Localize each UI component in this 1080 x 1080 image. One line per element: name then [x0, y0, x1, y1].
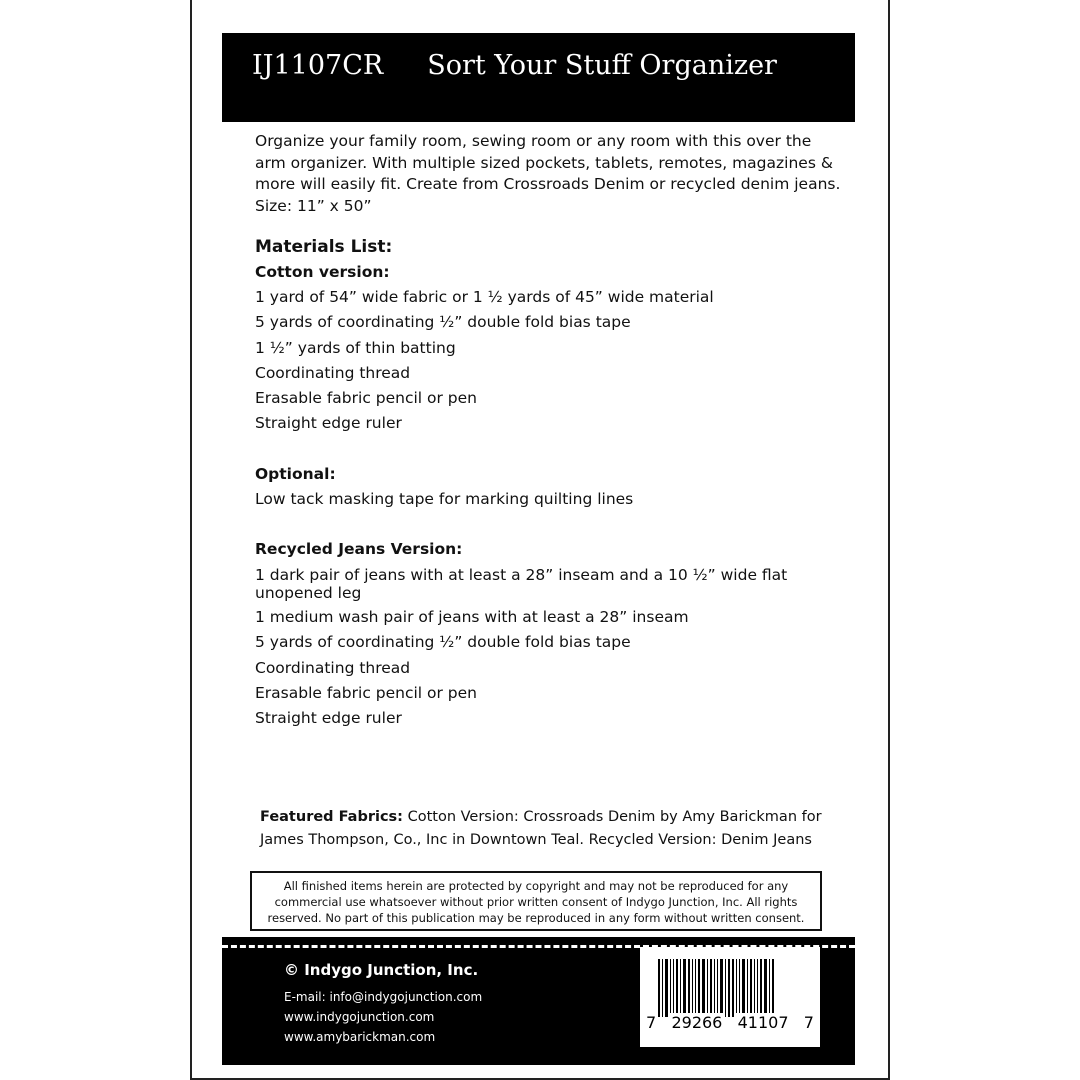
optional-list: [255, 487, 845, 512]
materials-heading: Materials List:: [255, 237, 393, 257]
barcode-bar: [717, 959, 718, 1017]
email: E-mail: info@indygojunction.com: [284, 990, 483, 1004]
barcode-bar: [665, 959, 668, 1017]
jeans-heading: Recycled Jeans Version:: [255, 540, 463, 559]
featured-label: Featured Fabrics:: [260, 809, 403, 825]
list-item: 1 medium wash pair of jeans with at least a 28” inseam: [255, 608, 689, 627]
website-link: www.amybarickman.com: [284, 1030, 436, 1044]
barcode-bar: [683, 959, 686, 1017]
copyright-notice: All finished items herein are protected by copyright and may not be reproduced for any commercial use whatsoever without prior written consent of Indygo Junction, Inc. All rights reserved. No part of this publication may be reproduced in any form without written consent.: [250, 871, 822, 931]
barcode-bar: [754, 959, 755, 1017]
barcode-bar: [757, 959, 758, 1017]
barcode-bar: [702, 959, 705, 1017]
barcode-bar: [769, 959, 770, 1017]
barcode-bars: [658, 959, 802, 1017]
barcode-digit: 41107: [737, 1013, 789, 1032]
barcode-bar: [688, 959, 690, 1017]
barcode-bar: [750, 959, 752, 1017]
barcode-bar: [714, 959, 715, 1017]
optional-heading: Optional:: [255, 464, 336, 483]
barcode-bar: [720, 959, 723, 1017]
featured-text: Cotton Version: Crossroads Denim by Amy Barickman for James Thompson, Co., Inc in Downtown Teal. Recycled Version: Denim Jeans: [260, 809, 822, 848]
list-item: 5 yards of coordinating ½” double fold bias tape: [255, 313, 631, 332]
pattern-title: Sort Your Stuff Organizer: [427, 50, 777, 81]
barcode: [640, 947, 820, 1047]
barcode-bar: [725, 959, 726, 1017]
contact-info: [284, 987, 482, 1047]
barcode-bar: [772, 959, 774, 1017]
barcode-digit: 7: [803, 1013, 814, 1032]
barcode-bar: [695, 959, 696, 1017]
barcode-bar: [732, 959, 734, 1017]
barcode-bar: [728, 959, 730, 1017]
barcode-digit: 7: [646, 1013, 657, 1032]
content: [255, 131, 845, 732]
title-banner: [222, 33, 855, 122]
barcode-digits: [640, 1013, 820, 1032]
barcode-bar: [736, 959, 737, 1017]
barcode-bar: [764, 959, 767, 1017]
intro-text: Organize your family room, sewing room or any room with this over the arm organizer. With multiple sized pockets, tablets, remotes, magazines & more will easily fit. Create from Crossroads Denim or recycled denim jeans. Size: 11” x 50”: [255, 132, 841, 215]
cotton-heading: Cotton version:: [255, 263, 390, 281]
barcode-bar: [673, 959, 674, 1017]
barcode-bar: [707, 959, 708, 1017]
barcode-bar: [710, 959, 712, 1017]
list-item: Erasable fabric pencil or pen: [255, 389, 478, 408]
barcode-bar: [742, 959, 745, 1017]
list-item: Erasable fabric pencil or pen: [255, 683, 478, 702]
footer: [222, 937, 855, 1065]
barcode-bar: [680, 959, 681, 1017]
list-item: Low tack masking tape for marking quilting lines: [255, 489, 634, 508]
barcode-digit: 29266: [671, 1013, 723, 1032]
barcode-bar: [747, 959, 748, 1017]
barcode-bar: [662, 959, 663, 1017]
barcode-bar: [692, 959, 693, 1017]
barcode-bar: [760, 959, 762, 1017]
featured-fabrics: [260, 806, 840, 852]
barcode-bar: [670, 959, 671, 1017]
list-item: 1 dark pair of jeans with at least a 28” inseam and a 10 ½” wide flat unopened leg: [255, 566, 788, 603]
website-link: www.indygojunction.com: [284, 1010, 435, 1024]
list-item: 5 yards of coordinating ½” double fold bias tape: [255, 633, 631, 652]
pattern-code: IJ1107CR: [252, 50, 384, 81]
cotton-list: [255, 285, 845, 437]
list-item: Coordinating thread: [255, 658, 411, 677]
company-name: © Indygo Junction, Inc.: [284, 961, 479, 979]
barcode-bar: [739, 959, 740, 1017]
barcode-bar: [698, 959, 700, 1017]
list-item: 1 yard of 54” wide fabric or 1 ½ yards of 45” wide material: [255, 288, 714, 306]
jeans-list: [255, 562, 845, 731]
barcode-bar: [658, 959, 660, 1017]
list-item: Straight edge ruler: [255, 414, 402, 433]
list-item: 1 ½” yards of thin batting: [255, 338, 456, 357]
barcode-bar: [676, 959, 678, 1017]
list-item: Coordinating thread: [255, 363, 411, 382]
list-item: Straight edge ruler: [255, 709, 402, 728]
